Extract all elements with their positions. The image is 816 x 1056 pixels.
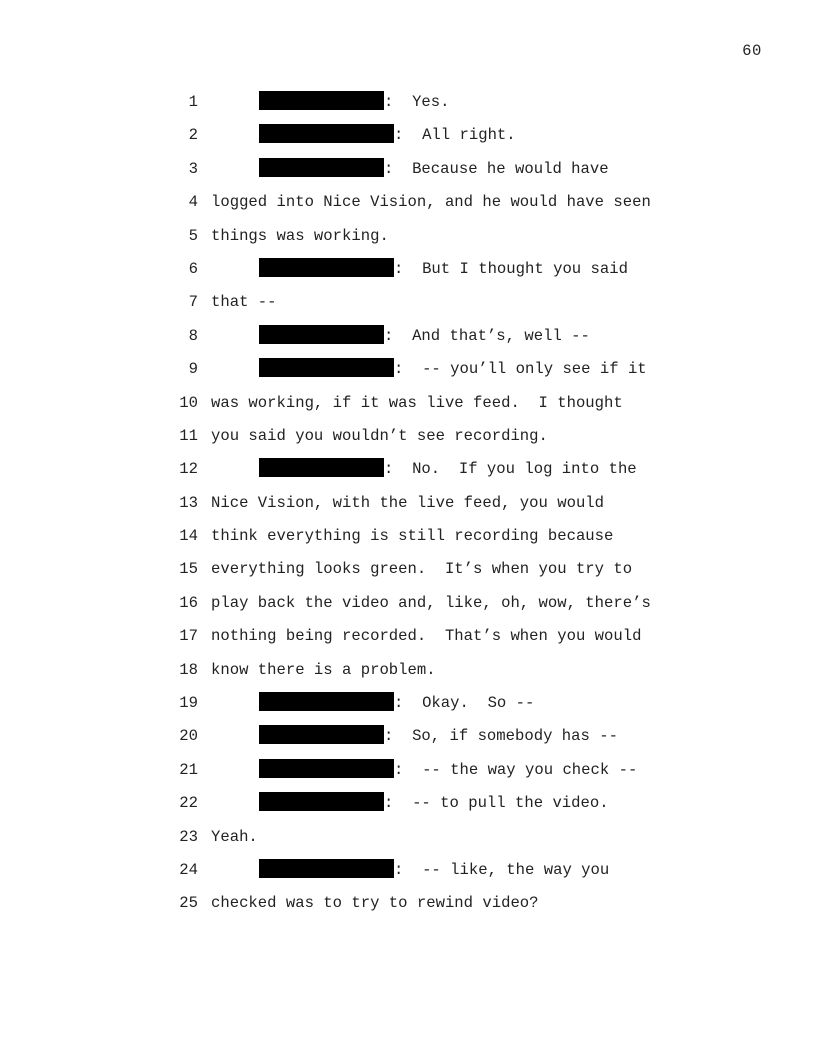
transcript-line [170,286,730,319]
page-number: 60 [742,42,762,60]
transcript-line [170,887,730,920]
transcript-body [170,86,730,921]
redacted-speaker-name [259,358,394,377]
line-text: know there is a problem. [211,660,436,679]
transcript-line [170,720,730,753]
line-number: 5 [188,226,198,245]
line-content [211,186,651,219]
line-text: you said you wouldn’t see recording. [211,426,548,445]
redacted-speaker-name [259,124,394,143]
line-number: 4 [188,193,198,212]
line-number: 22 [179,794,198,813]
line-number: 24 [179,860,198,879]
redacted-speaker-name [259,792,384,811]
line-number: 15 [179,560,198,579]
transcript-line [170,253,730,286]
line-content [211,487,604,520]
transcript-line [170,754,730,787]
transcript-line [170,553,730,586]
transcript-line [170,353,730,386]
line-text: : Because he would have [384,159,609,178]
line-number: 17 [179,627,198,646]
line-content [259,86,450,119]
transcript-line [170,420,730,453]
line-content [259,153,609,186]
line-content [259,854,609,887]
line-content [259,353,647,386]
line-content [211,387,623,420]
line-text: play back the video and, like, oh, wow, there’s [211,593,651,612]
line-text: : All right. [394,126,516,145]
line-number: 20 [179,727,198,746]
line-number: 10 [179,393,198,412]
line-content [211,286,277,319]
redacted-speaker-name [259,258,394,277]
transcript-line [170,587,730,620]
transcript-line [170,487,730,520]
line-content [211,520,613,553]
line-content [259,720,618,753]
line-number: 13 [179,493,198,512]
line-number: 19 [179,694,198,713]
line-text: : -- the way you check -- [394,760,638,779]
line-text: : -- you’ll only see if it [394,360,647,379]
transcript-line [170,687,730,720]
line-text: everything looks green. It’s when you try to [211,560,633,579]
line-content [211,553,632,586]
line-content [211,220,389,253]
line-content [211,587,651,620]
transcript-line [170,654,730,687]
transcript-line [170,821,730,854]
transcript-line [170,86,730,119]
line-text: nothing being recorded. That’s when you would [211,627,642,646]
transcript-line [170,854,730,887]
line-number: 8 [188,326,198,345]
line-number: 16 [179,593,198,612]
line-content [259,787,609,820]
line-text: Yeah. [211,827,258,846]
line-number: 18 [179,660,198,679]
redacted-speaker-name [259,158,384,177]
redacted-speaker-name [259,91,384,110]
line-text: : Okay. So -- [394,694,535,713]
redacted-speaker-name [259,692,394,711]
line-content [211,420,548,453]
line-text: : -- like, the way you [394,860,610,879]
line-text: : Yes. [384,93,450,111]
line-content [211,821,258,854]
line-content [259,253,628,286]
line-content [259,119,516,152]
line-number: 11 [179,426,198,445]
line-content [211,620,641,653]
transcript-line [170,220,730,253]
line-text: : -- to pull the video. [384,794,609,813]
line-text: Nice Vision, with the live feed, you would [211,493,605,512]
line-content [259,453,637,486]
line-number: 9 [188,360,198,379]
line-text: checked was to try to rewind video? [211,894,539,913]
transcript-line [170,186,730,219]
line-text: : But I thought you said [394,259,628,278]
line-text: : So, if somebody has -- [384,727,618,746]
transcript-line [170,453,730,486]
line-content [259,687,534,720]
line-number: 2 [188,126,198,145]
line-number: 21 [179,760,198,779]
line-content [259,320,590,353]
line-number: 14 [179,527,198,546]
transcript-line [170,119,730,152]
line-content [211,887,539,920]
redacted-speaker-name [259,458,384,477]
line-number: 12 [179,460,198,479]
line-text: that -- [211,293,277,312]
line-text: things was working. [211,226,389,245]
transcript-line [170,153,730,186]
redacted-speaker-name [259,859,394,878]
line-number: 1 [188,93,198,111]
line-text: logged into Nice Vision, and he would have seen [211,193,651,212]
line-number: 25 [179,894,198,913]
redacted-speaker-name [259,725,384,744]
line-number: 3 [188,159,198,178]
line-text: : And that’s, well -- [384,326,590,345]
line-text: was working, if it was live feed. I thought [211,393,623,412]
transcript-line [170,320,730,353]
line-content [211,654,436,687]
transcript-line [170,387,730,420]
line-number: 6 [188,259,198,278]
transcript-line [170,787,730,820]
redacted-speaker-name [259,325,384,344]
line-number: 7 [188,293,198,312]
line-text: think everything is still recording because [211,527,614,546]
line-number: 23 [179,827,198,846]
line-content [259,754,637,787]
line-text: : No. If you log into the [384,460,637,479]
transcript-line [170,520,730,553]
transcript-line [170,620,730,653]
redacted-speaker-name [259,759,394,778]
